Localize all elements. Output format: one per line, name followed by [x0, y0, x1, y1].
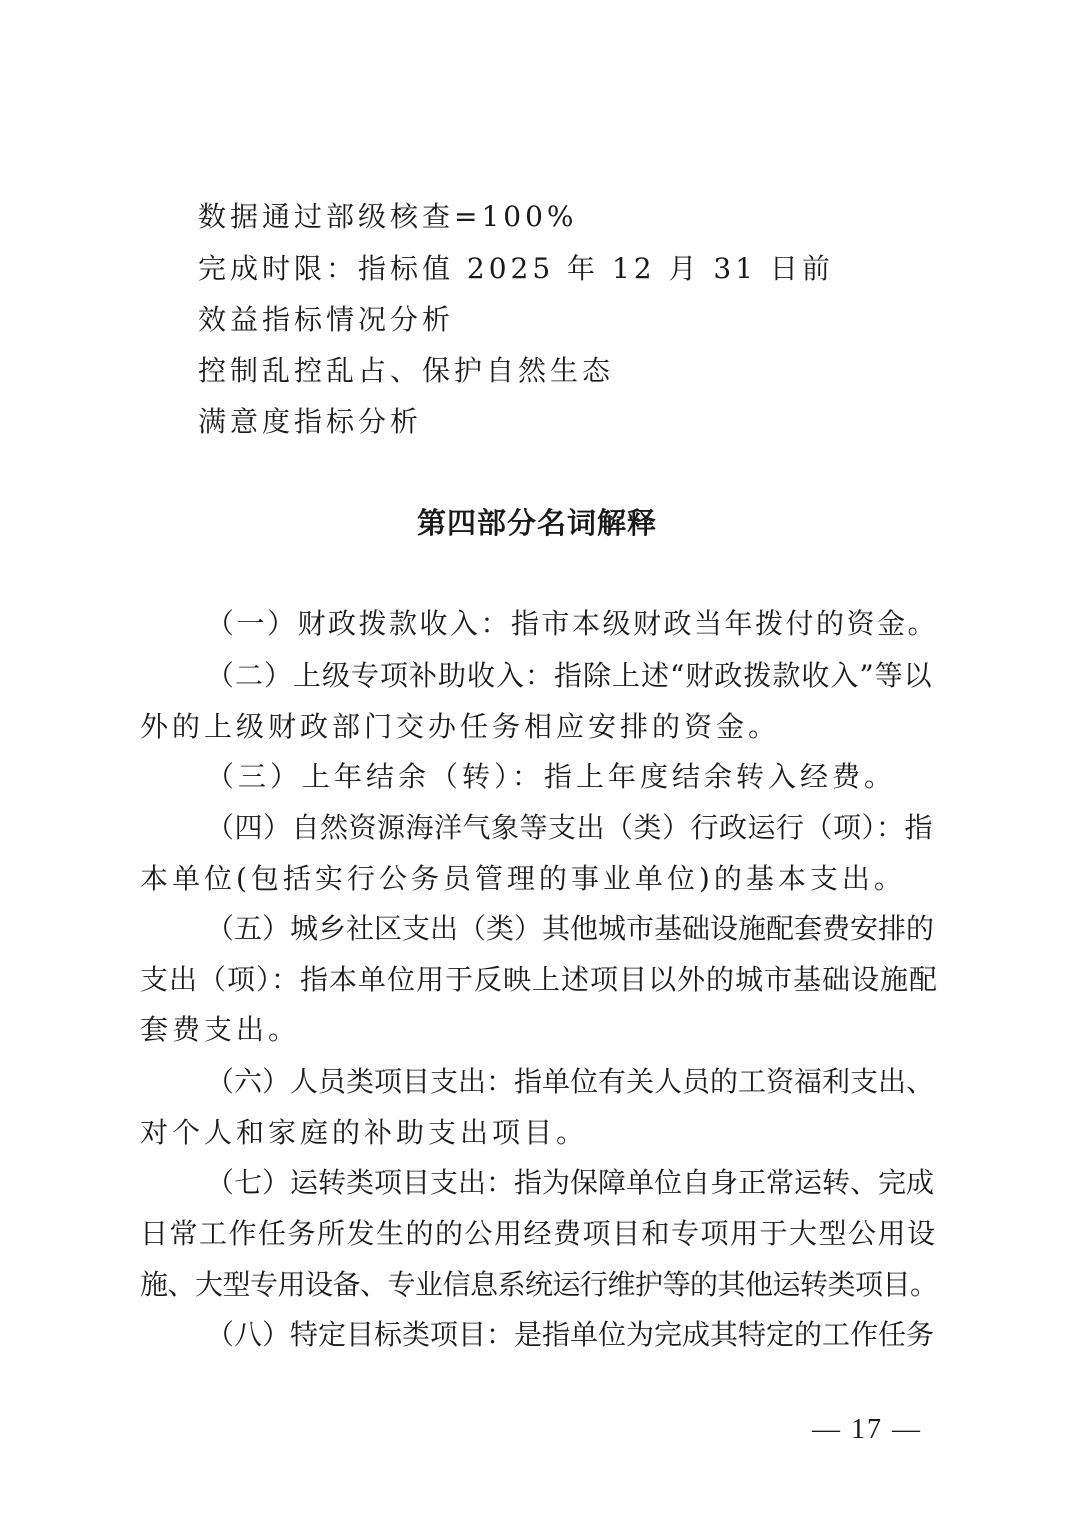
- text-line: 完成时限：指标值 2025 年 12 月 31 日前: [198, 252, 834, 285]
- definition-line: 日常工作任务所发生的的公用经费项目和专项用于大型公用设: [140, 1217, 937, 1250]
- definition-line: 套费支出。: [140, 1013, 301, 1046]
- definition-line: 施、大型专用设备、专业信息系统运行维护等的其他运转类项目。: [140, 1268, 938, 1301]
- definition-line: （五）城乡社区支出（类）其他城市基础设施配套费安排的: [206, 912, 935, 945]
- definition-line: （四）自然资源海洋气象等支出（类）行政运行（项）：指: [206, 811, 934, 844]
- definition-line: 外的上级财政部门交办任务相应安排的资金。: [140, 710, 781, 743]
- definition-line: （七）运转类项目支出：指为保障单位自身正常运转、完成: [206, 1166, 935, 1199]
- text-line: 数据通过部级核查=100%: [198, 200, 578, 233]
- definition-line: （八）特定目标类项目：是指单位为完成其特定的工作任务: [206, 1318, 935, 1351]
- text-line: 效益指标情况分析: [198, 303, 455, 336]
- text-line: 满意度指标分析: [198, 405, 423, 438]
- section-title: 第四部分名词解释: [416, 506, 657, 540]
- text-line: 控制乱控乱占、保护自然生态: [198, 354, 615, 387]
- definition-line: 支出（项）：指本单位用于反映上述项目以外的城市基础设施配: [140, 963, 939, 996]
- definition-line: （六）人员类项目支出：指单位有关人员的工资福利支出、: [206, 1065, 935, 1098]
- definition-line: （一）财政拨款收入：指市本级财政当年拨付的资金。: [206, 607, 939, 640]
- page-number: — 17 —: [812, 1414, 922, 1445]
- definition-line: 对个人和家庭的补助支出项目。: [140, 1116, 589, 1149]
- definition-line: （二）上级专项补助收入：指除上述“财政拨款收入”等以: [206, 659, 933, 692]
- definition-line: 本单位(包括实行公务员管理的事业单位)的基本支出。: [140, 862, 906, 895]
- definition-line: （三）上年结余（转）：指上年度结余转入经费。: [206, 760, 897, 793]
